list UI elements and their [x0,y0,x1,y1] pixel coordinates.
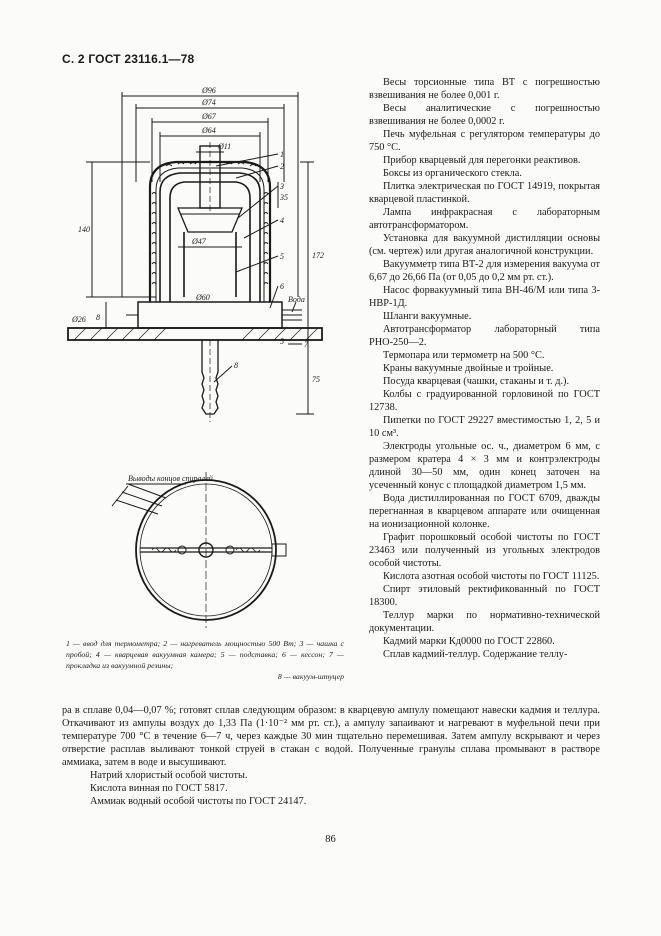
list-item: Теллур марки по нормативно-технической документации. [369,610,600,634]
list-item: Краны вакуумные двойные и тройные. [383,363,554,374]
list-item: Колбы с градуированной горловиной по ГОСТ 12738. [369,389,600,413]
dim-d64: Ø64 [202,126,216,135]
dim-75: 75 [312,375,320,384]
dim-35: 35 [280,193,288,202]
callout-6: 6 [280,282,284,291]
list-item: Печь муфельная с регулятором температуры до 750 °С. [369,129,600,153]
water-label: Вода [288,295,305,304]
caption-text-last: 8 — вакуум-штуцер [277,672,344,681]
list-item: Вакуумметр типа ВТ-2 для измерения вакуума от 6,67 до 26,66 Па (от 0,05 до 0,2 мм рт. ст.). [369,259,600,283]
page-header: С. 2 ГОСТ 23116.1—78 [62,52,195,66]
equipment-list [369,76,600,661]
list-item: Насос форвакуумный типа ВН-46/М или типа 3-НВР-1Д. [369,285,600,309]
caption-text: 1 — ввод для термометра; 2 — нагреватель мощностью 500 Вт; 3 — чашка с пробой; 4 — кварцевая вакуумная камера; 5 — подставка; 6 — кессон; 7 — прокладка из вакуумной резины; [66,639,344,670]
list-item: Прибор кварцевый для перегонки реактивов. [383,155,581,166]
page-number: 86 [325,834,336,845]
list-item: Вода дистиллированная по ГОСТ 6709, дважды перегнанная в кварцевом аппарате или очищенная на ионизационной колонке. [369,493,600,530]
dim-d26: Ø26 [72,315,86,324]
list-item: Электроды угольные ос. ч., диаметром 6 мм, с размером кратера 4 × 3 мм и контрэлектроды длиной 30—50 мм, один конец заточен на усеченный конус с площадкой диаметром 1,5 мм. [369,441,600,491]
list-item: Плитка электрическая по ГОСТ 14919, покрытая кварцевой пластинкой. [369,181,600,205]
callout-7: 7 [304,340,308,349]
list-item: Натрий хлористый особой чистоты. [90,770,248,781]
dim-8: 8 [96,313,100,322]
list-item: Спирт этиловый ректификованный по ГОСТ 18300. [369,584,600,608]
list-item: Аммиак водный особой чистоты по ГОСТ 24147. [90,796,307,807]
list-item: Сплав кадмий-теллур. Содержание теллу- [383,649,568,660]
paragraph: ра в сплаве 0,04—0,07 %; готовят сплав следующим образом: в кварцевую ампулу помещают навески кадмия и теллура. Откачивают из ампулы воздух до 1,33 Па (1·10⁻² мм рт. ст.), а ампулу запаивают и нагревают в муфельной печи при температуре 700 °С в течение 6—7 ч, через каждые 30 мин тщательно перемешивая. Затем ампулу вскрывают и через отверстие расплав выливают тонкой струей в стакан с водой. Полученные гранулы сплава промывают в растворе аммиака, затем в воде и высушивают. [62,705,600,768]
list-item: Лампа инфракрасная с лабораторным автотрансформатором. [369,207,600,231]
dim-d96: Ø96 [202,86,216,95]
callout-4: 4 [280,216,284,225]
callout-3: 3 [280,182,284,191]
dim-5: 5 [280,337,284,346]
callout-2: 2 [280,162,284,171]
list-item: Пипетки по ГОСТ 29227 вместимостью 1, 2, 5 и 10 см³. [369,415,600,439]
body-text [62,704,600,808]
list-item: Боксы из органического стекла. [383,168,522,179]
dim-d11: Ø11 [218,142,232,151]
dim-172: 172 [312,251,324,260]
list-item: Посуда кварцевая (чашки, стаканы и т. д.). [383,376,570,387]
list-item: Кислота азотная особой чистоты по ГОСТ 11125. [383,571,600,582]
list-item: Установка для вакуумной дистилляции основы (см. чертеж) или другая аналогичной конструкции. [369,233,600,257]
dim-d60: Ø60 [196,293,210,302]
list-item: Шланги вакуумные. [383,311,472,322]
dim-d67: Ø67 [202,112,216,121]
list-item: Термопара или термометр на 500 °С. [383,350,545,361]
callout-5: 5 [280,252,284,261]
dim-d47: Ø47 [192,237,206,246]
distillation-apparatus-drawing [66,82,356,638]
list-item: Весы торсионные типа ВТ с погрешностью взвешивания не более 0,001 г. [369,77,600,101]
dim-d74: Ø74 [202,98,216,107]
list-item: Автотрансформатор лабораторный типа РНО-250—2. [369,324,600,348]
list-item: Кадмий марки Кд0000 по ГОСТ 22860. [383,636,555,647]
spiral-leads-label: Выводы концов спиралей [128,474,213,483]
list-item: Весы аналитические с погрешностью взвешивания не более 0,0002 г. [369,103,600,127]
list-item: Кислота винная по ГОСТ 5817. [90,783,228,794]
dim-140: 140 [78,225,90,234]
callout-8: 8 [234,361,238,370]
figure-caption [66,638,344,682]
callout-1: 1 [280,150,284,159]
list-item: Графит порошковый особой чистоты по ГОСТ 23463 или полученный из угольных электродов особой чистоты. [369,532,600,569]
